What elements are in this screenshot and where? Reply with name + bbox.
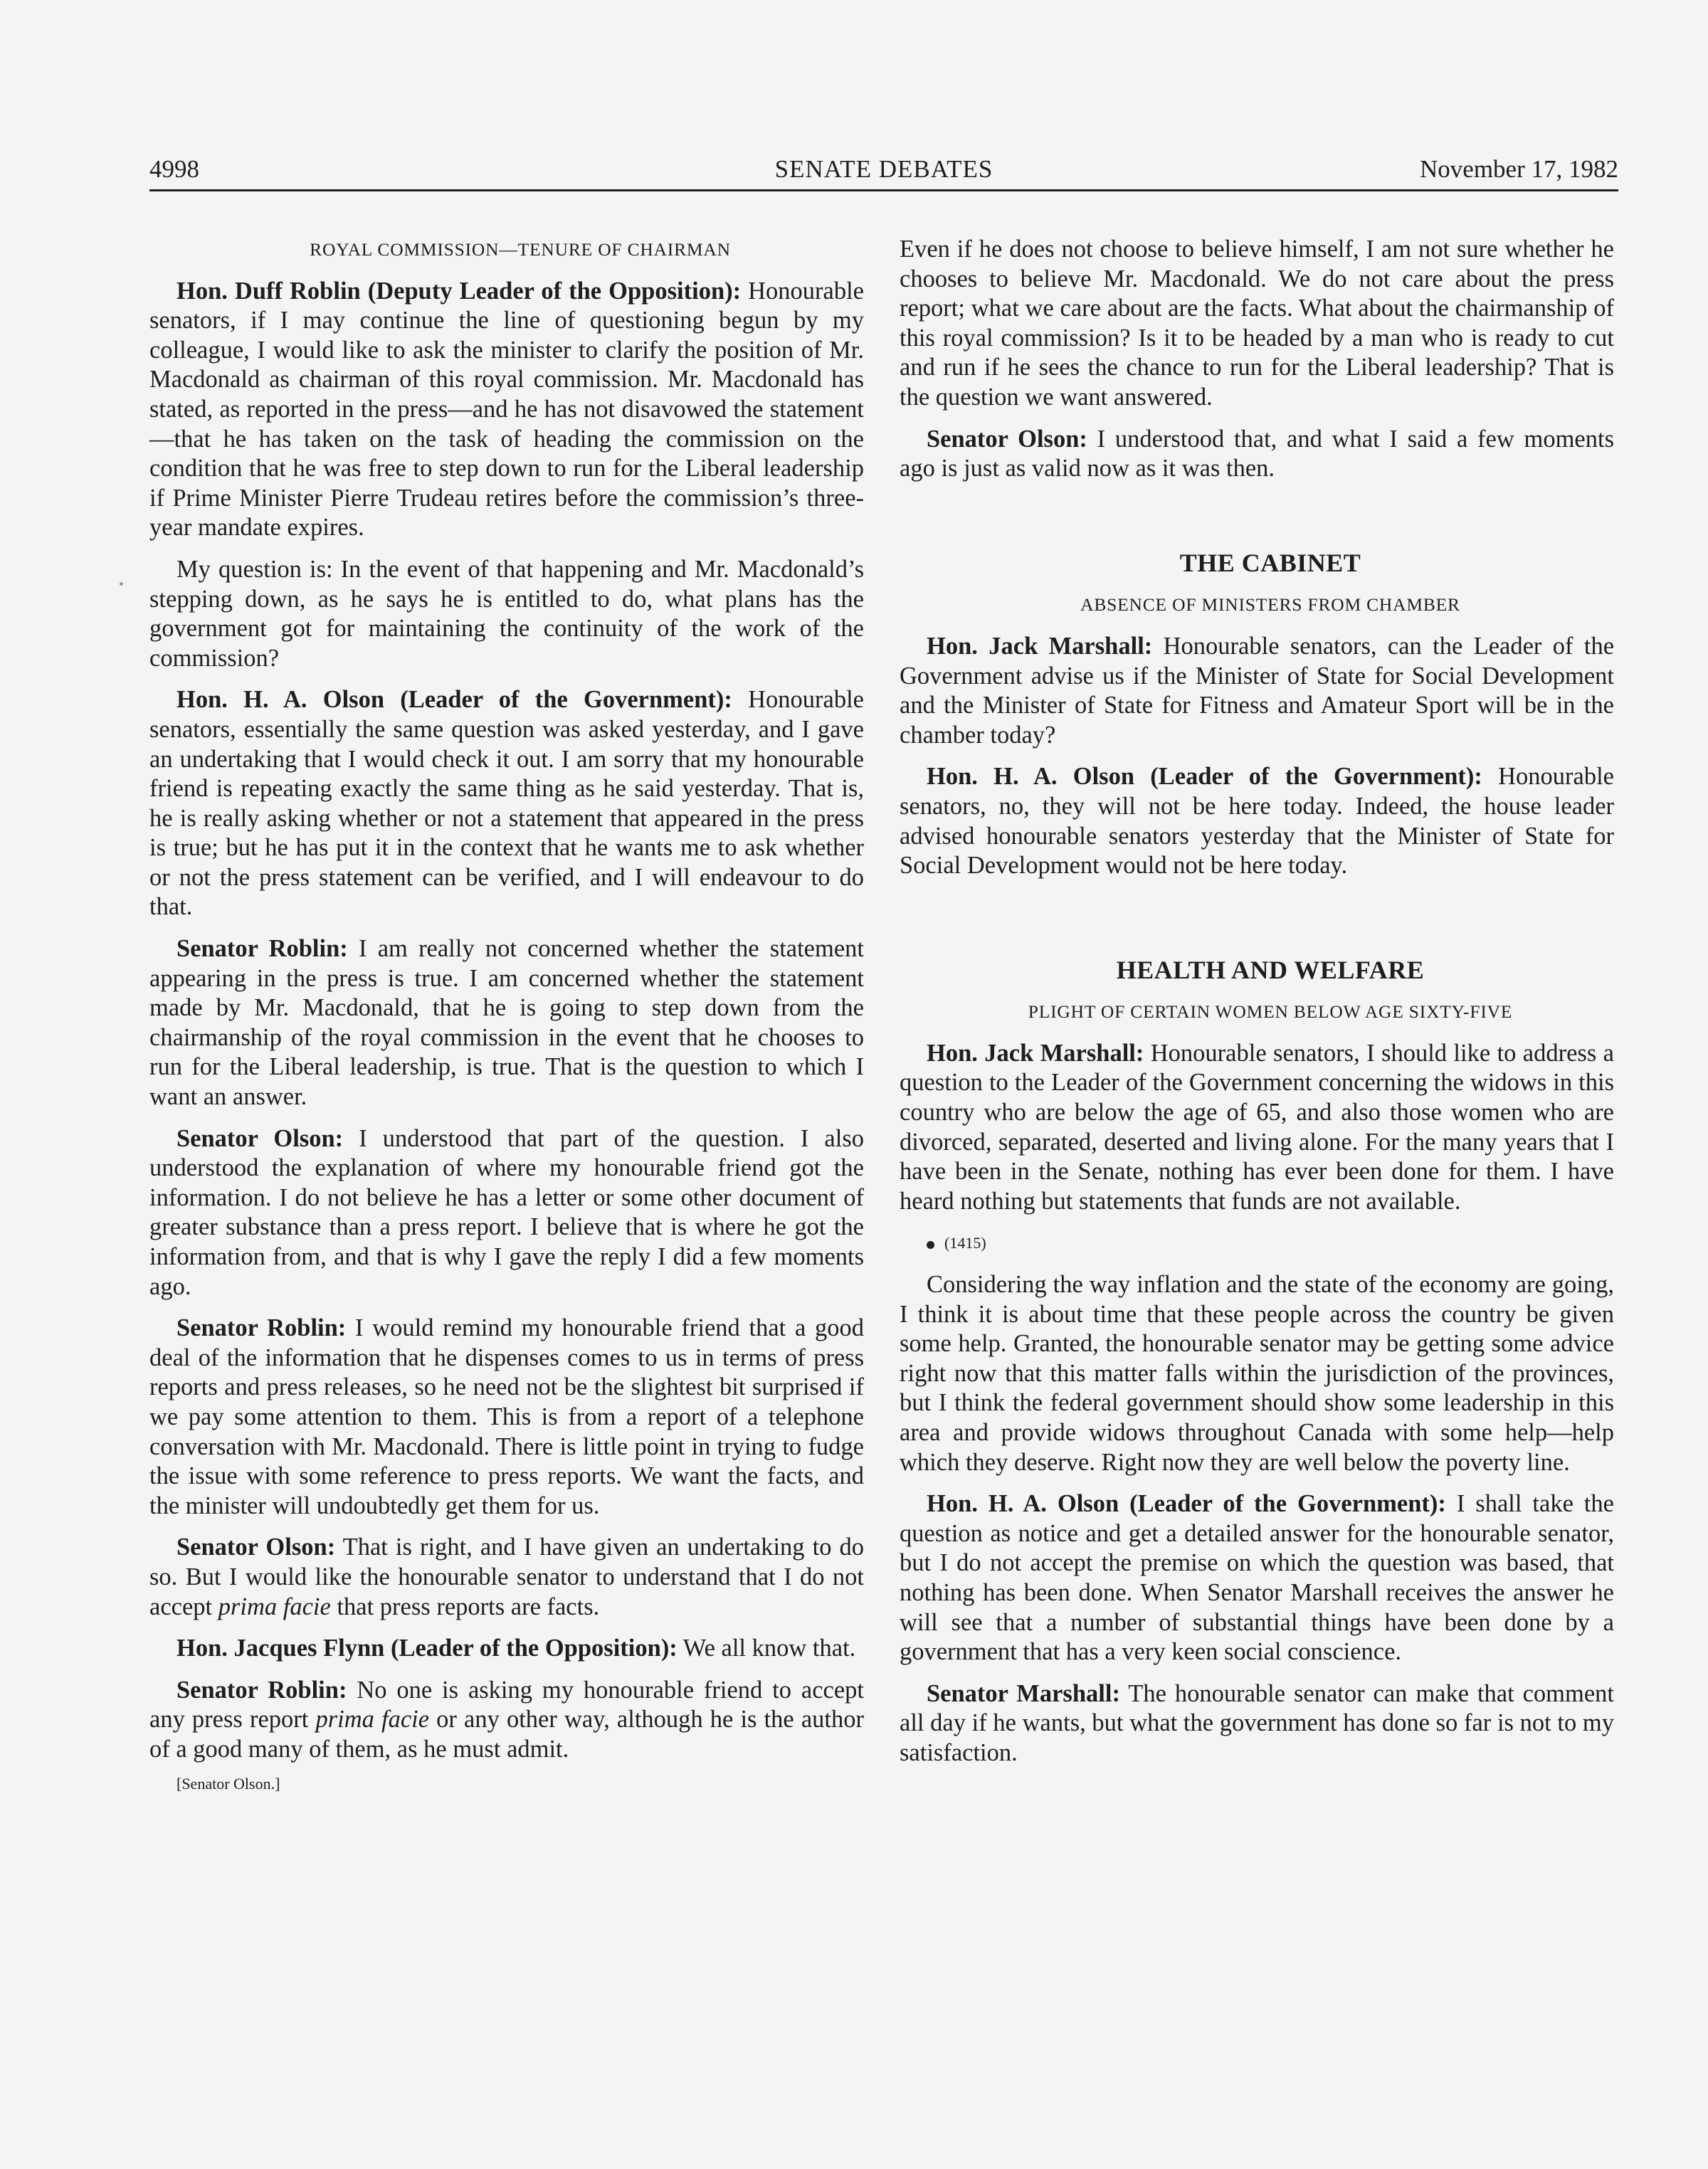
- speaker-name: Senator Olson:: [176, 1534, 336, 1561]
- speech-paragraph: [149, 685, 864, 922]
- speaker-name: Senator Olson:: [927, 425, 1087, 453]
- speaker-name: Hon. Jack Marshall:: [927, 1039, 1144, 1067]
- page-number: 4998: [149, 155, 199, 183]
- bullet-icon: [927, 1241, 934, 1249]
- speech-text: I understood that, and what I said a few moments ago is just as valid now as it was then.: [900, 425, 1614, 482]
- speaker-name: Hon. H. A. Olson (Leader of the Government):: [176, 686, 732, 714]
- speaker-name: Senator Roblin:: [176, 935, 348, 963]
- speech-text: Honourable senators, essentially the same question was asked yesterday, and I gave an undertaking that I would check it out. I am sorry that my honourable friend is repeating exactly the same thing as he said yesterday. That is, he is really asking whether or not a statement that appeared in the press is true; but he has put it in the context that he wants me to ask whether or not the press statement can be verified, and I will endeavour to do that.: [149, 686, 864, 921]
- speech-text: The honourable senator can make that comment all day if he wants, but what the government has done so far is not to my satisfaction.: [900, 1679, 1614, 1766]
- speech-text: No one is asking my honourable friend to accept any press report: [149, 1676, 864, 1733]
- speech-text: or any other way, although he is the author of a good many of them, as he must admit.: [149, 1706, 864, 1763]
- speaker-name: Hon. Jacques Flynn (Leader of the Opposition):: [176, 1635, 678, 1662]
- subsection-heading: PLIGHT OF CERTAIN WOMEN BELOW AGE SIXTY-FIVE: [1028, 1001, 1513, 1023]
- page-header: [149, 152, 1618, 191]
- speech-text: I would remind my honourable friend that a good deal of the information that he dispenses comes to us in terms of press reports and press releases, so he need not be the slightest bit surprised if we pay some attention to them. This is from a report of a telephone conversation with Mr. Macdonald. There is little point in trying to fudge the issue with some reference to press reports. We want the facts, and the minister will undoubtedly get them for us.: [149, 1314, 864, 1519]
- speech-text: Honourable senators, I should like to address a question to the Leader of the Government concerning the widows in this country who are below the age of 65, and also those women who are divorced, separated, deserted and living alone. For the many years that I have been in the Senate, nothing has ever been done for them. I have heard nothing but statements that funds are not available.: [900, 1039, 1614, 1215]
- speaker-name: Senator Olson:: [176, 1124, 344, 1152]
- publication-title: SENATE DEBATES: [774, 155, 993, 183]
- speech-paragraph: [149, 934, 864, 1112]
- time-marker: [900, 1228, 1614, 1258]
- italic-phrase: prima facie: [218, 1593, 331, 1620]
- speech-paragraph: [149, 1314, 864, 1521]
- speech-text: My question is: In the event of that happening and Mr. Macdonald’s stepping down, as he says he is entitled to do, what plans has the government got for maintaining the continuity of the work of the commission?: [149, 555, 864, 672]
- speech-paragraph: [900, 1270, 1614, 1477]
- speech-paragraph: [900, 1489, 1614, 1667]
- section-heading: THE CABINET: [1179, 548, 1361, 577]
- italic-phrase: prima facie: [315, 1706, 430, 1733]
- speech-paragraph: [900, 1039, 1614, 1217]
- speaker-name: Hon. H. A. Olson (Leader of the Government):: [927, 763, 1482, 791]
- continuation-note: [Senator Olson.]: [176, 1774, 280, 1793]
- speech-text: I understood that part of the question. I also understood the explanation of where my honourable friend got the information. I do not believe he has a letter or some other document of greater substance than a press report. I believe that is where he got the information from, and that is why I gave the reply I did a few moments ago.: [149, 1124, 865, 1300]
- speech-paragraph: [900, 632, 1614, 750]
- speech-paragraph: [149, 1533, 864, 1622]
- scan-speck: [120, 582, 123, 586]
- left-column: [149, 235, 864, 1810]
- speech-paragraph: [149, 277, 864, 543]
- speech-paragraph: [900, 1679, 1614, 1768]
- speaker-name: Senator Roblin:: [176, 1676, 347, 1704]
- speech-paragraph: [900, 425, 1614, 484]
- issue-date: November 17, 1982: [1420, 155, 1618, 183]
- speech-text: I shall take the question as notice and get a detailed answer for the honourable senator, but I do not accept the premise on which the question was based, that nothing has been done. When Senator Marshall receives the answer he will see that a number of substantial things have been done by a government that has a very keen social conscience.: [900, 1490, 1614, 1666]
- speech-continuation: Even if he does not choose to believe himself, I am not sure whether he chooses to believe Mr. Macdonald. We do not care about the press report; what we care about are the facts. What about the chairmanship of this royal commission? Is it to be headed by a man who is ready to cut and run if he sees the chance to run for the Liberal leadership? That is the question we want answered.: [900, 236, 1614, 411]
- speech-paragraph: [900, 762, 1614, 880]
- subsection-heading: ROYAL COMMISSION—TENURE OF CHAIRMAN: [310, 239, 731, 260]
- speech-text: That is right, and I have given an undertaking to do so. But I would like the honourable senator to understand that I do not accept: [149, 1534, 864, 1620]
- speech-text: Considering the way inflation and the state of the economy are going, I think it is about time that these people across the country be given some help. Granted, the honourable senator may be getting some advice right now that this matter falls within the jurisdiction of the provinces, but I think the federal government should show some leadership in this area and provide widows throughout Canada with some help—help which they deserve. Right now they are well below the poverty line.: [900, 1271, 1614, 1476]
- speech-text: I am really not concerned whether the statement appearing in the press is true. I am concerned whether the statement made by Mr. Macdonald, that he is going to step down from the chairmanship of the royal commission in the event that he chooses to run for the Liberal leadership, is true. That is the question to which I want an answer.: [149, 935, 864, 1111]
- speech-paragraph: [149, 1124, 864, 1302]
- speaker-name: Hon. Duff Roblin (Deputy Leader of the Opposition):: [176, 277, 742, 305]
- speech-paragraph: [149, 1634, 864, 1664]
- speech-text: Honourable senators, if I may continue the line of questioning begun by my colleague, I would like to ask the minister to clarify the position of Mr. Macdonald as chairman of this royal commission. Mr. Macdonald has stated, as reported in the press—and he has not disavowed the statement—that he has taken on the task of heading the commission on the condition that he was free to step down to run for the Liberal leadership if Prime Minister Pierre Trudeau retires before the commission’s three-year mandate expires.: [149, 277, 864, 542]
- speech-text: Honourable senators, no, they will not be here today. Indeed, the house leader advised honourable senators yesterday that the Minister of State for Social Development would not be here today.: [900, 763, 1614, 880]
- right-column: [900, 235, 1614, 1780]
- speech-text: We all know that.: [677, 1635, 856, 1662]
- speaker-name: Hon. H. A. Olson (Leader of the Government):: [927, 1490, 1446, 1518]
- time-marker-text: (1415): [944, 1234, 986, 1252]
- speech-paragraph: [149, 1676, 864, 1765]
- speaker-name: Hon. Jack Marshall:: [927, 632, 1153, 660]
- speech-text: Honourable senators, can the Leader of the Government advise us if the Minister of State for Social Development and the Minister of State for Fitness and Amateur Sport will be in the chamber today?: [900, 632, 1615, 749]
- section-heading: HEALTH AND WELFARE: [1116, 955, 1425, 984]
- subsection-heading: ABSENCE OF MINISTERS FROM CHAMBER: [1080, 594, 1460, 616]
- speaker-name: Senator Marshall:: [927, 1679, 1120, 1707]
- speaker-name: Senator Roblin:: [176, 1314, 347, 1342]
- speech-text: that press reports are facts.: [330, 1593, 600, 1620]
- speech-paragraph: [149, 555, 864, 673]
